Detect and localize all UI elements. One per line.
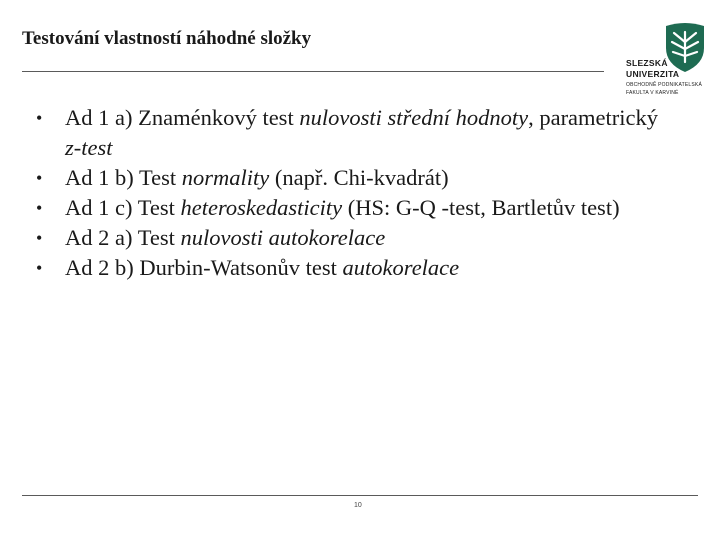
- university-logo: [622, 22, 708, 102]
- bullet-marker: •: [36, 228, 43, 248]
- logo-text-line3: OBCHODNĚ PODNIKATELSKÁ: [626, 82, 702, 88]
- bullet-item: • Ad 1 b) Test normality (např. Chi-kvadrát): [36, 163, 676, 193]
- bullet-marker: •: [36, 108, 43, 128]
- bullet-list: [36, 103, 676, 283]
- university-emblem-icon: [664, 22, 706, 72]
- bullet-item: • Ad 1 a) Znaménkový test nulovosti střední hodnoty, parametrický z-test: [36, 105, 659, 160]
- logo-text-line1: SLEZSKÁ: [626, 58, 668, 68]
- page-number: 10: [354, 502, 362, 509]
- bullet-marker: •: [36, 258, 43, 278]
- bullet-item: • Ad 1 c) Test heteroskedasticity (HS: G-Q -test, Bartletův test): [36, 193, 676, 223]
- bullet-marker: •: [36, 168, 43, 188]
- footer-divider: [22, 495, 698, 496]
- bullet-marker: •: [36, 198, 43, 218]
- bullet-item: • Ad 2 a) Test nulovosti autokorelace: [36, 223, 676, 253]
- bullet-item: • Ad 2 b) Durbin-Watsonův test autokorelace: [36, 253, 676, 283]
- logo-text-line2: UNIVERZITA: [626, 69, 680, 79]
- logo-text-line4: FAKULTA V KARVINÉ: [626, 90, 679, 96]
- title-divider: [22, 71, 604, 72]
- slide-title: Testování vlastností náhodné složky: [22, 28, 312, 49]
